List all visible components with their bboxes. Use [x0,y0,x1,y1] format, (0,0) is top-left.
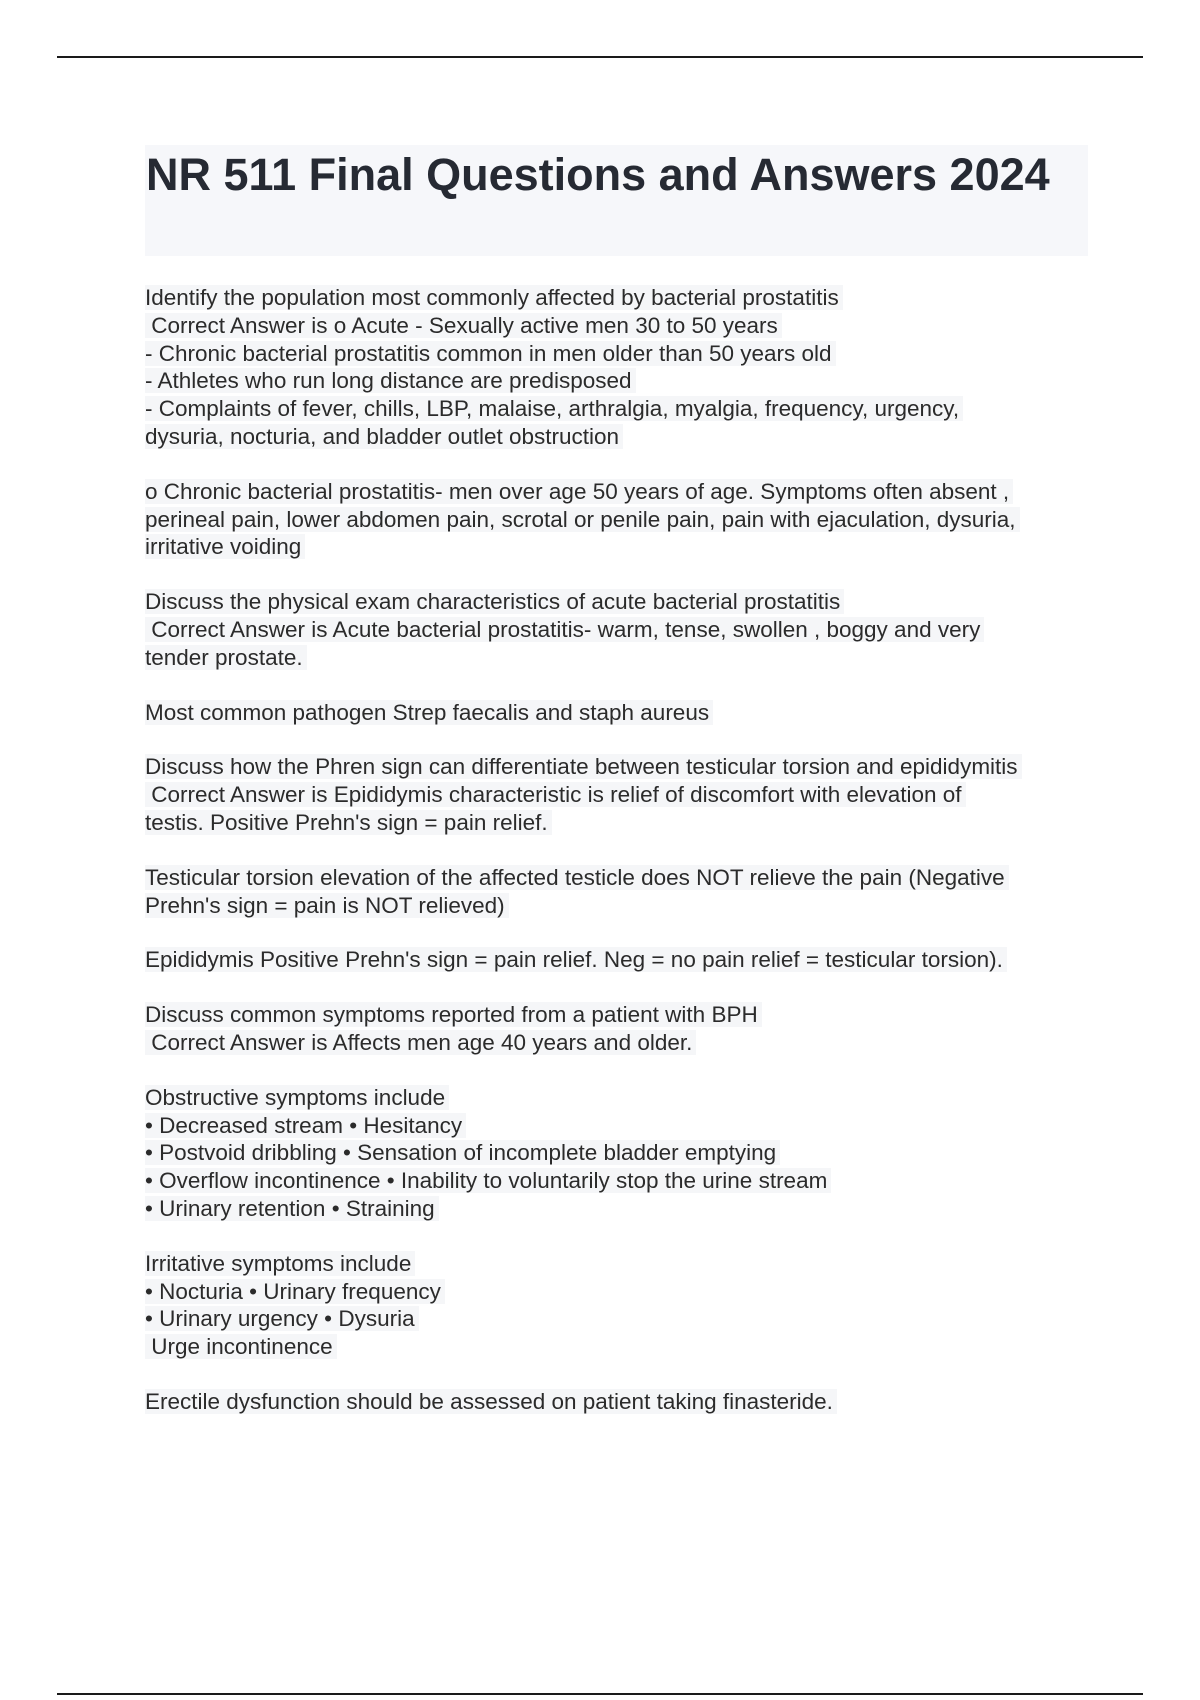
text-line-content: Discuss common symptoms reported from a patient with BPH [145,1002,762,1027]
text-line [145,809,1090,837]
text-line-content: Correct Answer is Affects men age 40 years and older. [145,1030,696,1055]
text-line [145,533,1090,561]
qa-paragraph [145,864,1090,920]
top-rule [57,56,1143,58]
text-line-content: Prehn's sign = pain is NOT relieved) [145,893,509,918]
text-line-content: - Chronic bacterial prostatitis common in men older than 50 years old [145,341,836,366]
text-line [145,395,1090,423]
text-line-content: Identify the population most commonly affected by bacterial prostatitis [145,285,843,310]
text-line-content: Correct Answer is Acute bacterial prostatitis- warm, tense, swollen , boggy and very [145,617,984,642]
text-line-content: Correct Answer is o Acute - Sexually active men 30 to 50 years [145,313,782,338]
text-line-content: Discuss how the Phren sign can differentiate between testicular torsion and epididymitis [145,754,1022,779]
text-line [145,616,1090,644]
bottom-rule [57,1693,1143,1695]
text-line [145,312,1090,340]
text-line-content: Urge incontinence [145,1334,337,1359]
text-line [145,864,1090,892]
text-line [145,1278,1090,1306]
text-line [145,1001,1090,1029]
text-line-content: perineal pain, lower abdomen pain, scrotal or penile pain, pain with ejaculation, dysuria, [145,507,1020,532]
text-line [145,781,1090,809]
text-line-content: Irritative symptoms include [145,1251,415,1276]
text-line-content: • Urinary retention • Straining [145,1196,439,1221]
qa-paragraph [145,753,1090,836]
text-line [145,1139,1090,1167]
text-line-content: • Overflow incontinence • Inability to voluntarily stop the urine stream [145,1168,831,1193]
text-line [145,753,1090,781]
text-line-content: irritative voiding [145,534,305,559]
text-line-content: Epididymis Positive Prehn's sign = pain relief. Neg = no pain relief = testicular torsion). [145,947,1007,972]
document-title: NR 511 Final Questions and Answers 2024 [146,149,1050,200]
text-line [145,588,1090,616]
text-line [145,946,1090,974]
text-line-content: - Complaints of fever, chills, LBP, malaise, arthralgia, myalgia, frequency, urgency, [145,396,963,421]
text-line-content: • Postvoid dribbling • Sensation of incomplete bladder emptying [145,1140,780,1165]
text-line-content: dysuria, nocturia, and bladder outlet obstruction [145,424,623,449]
qa-paragraph [145,1388,1090,1416]
text-line [145,1029,1090,1057]
text-line-content: Erectile dysfunction should be assessed on patient taking finasteride. [145,1389,837,1414]
text-line [145,1250,1090,1278]
text-line-content: Testicular torsion elevation of the affected testicle does NOT relieve the pain (Negative [145,865,1009,890]
qa-paragraph [145,478,1090,561]
text-line [145,1333,1090,1361]
qa-paragraph [145,946,1090,974]
text-line-content: - Athletes who run long distance are predisposed [145,368,636,393]
text-line-content: Discuss the physical exam characteristics of acute bacterial prostatitis [145,589,844,614]
text-line-content: Correct Answer is Epididymis characteristic is relief of discomfort with elevation of [145,782,966,807]
text-line-content: • Nocturia • Urinary frequency [145,1279,445,1304]
qa-paragraph [145,699,1090,727]
text-line [145,1305,1090,1333]
qa-paragraph [145,1084,1090,1223]
text-line [145,1195,1090,1223]
text-line [145,506,1090,534]
text-line-content: Most common pathogen Strep faecalis and staph aureus [145,700,713,725]
text-line-content: tender prostate. [145,645,307,670]
text-line-content: • Urinary urgency • Dysuria [145,1306,419,1331]
text-line [145,699,1090,727]
qa-paragraph [145,1250,1090,1361]
text-line [145,367,1090,395]
document-body [145,284,1090,1443]
text-line [145,478,1090,506]
text-line [145,1084,1090,1112]
text-line [145,1167,1090,1195]
text-line [145,340,1090,368]
text-line [145,423,1090,451]
qa-paragraph [145,284,1090,451]
qa-paragraph [145,1001,1090,1057]
text-line [145,644,1090,672]
text-line-content: • Decreased stream • Hesitancy [145,1113,466,1138]
text-line [145,892,1090,920]
text-line-content: o Chronic bacterial prostatitis- men over age 50 years of age. Symptoms often absent , [145,479,1013,504]
text-line [145,1388,1090,1416]
text-line [145,284,1090,312]
text-line-content: testis. Positive Prehn's sign = pain relief. [145,810,552,835]
text-line-content: Obstructive symptoms include [145,1085,449,1110]
text-line [145,1112,1090,1140]
qa-paragraph [145,588,1090,671]
